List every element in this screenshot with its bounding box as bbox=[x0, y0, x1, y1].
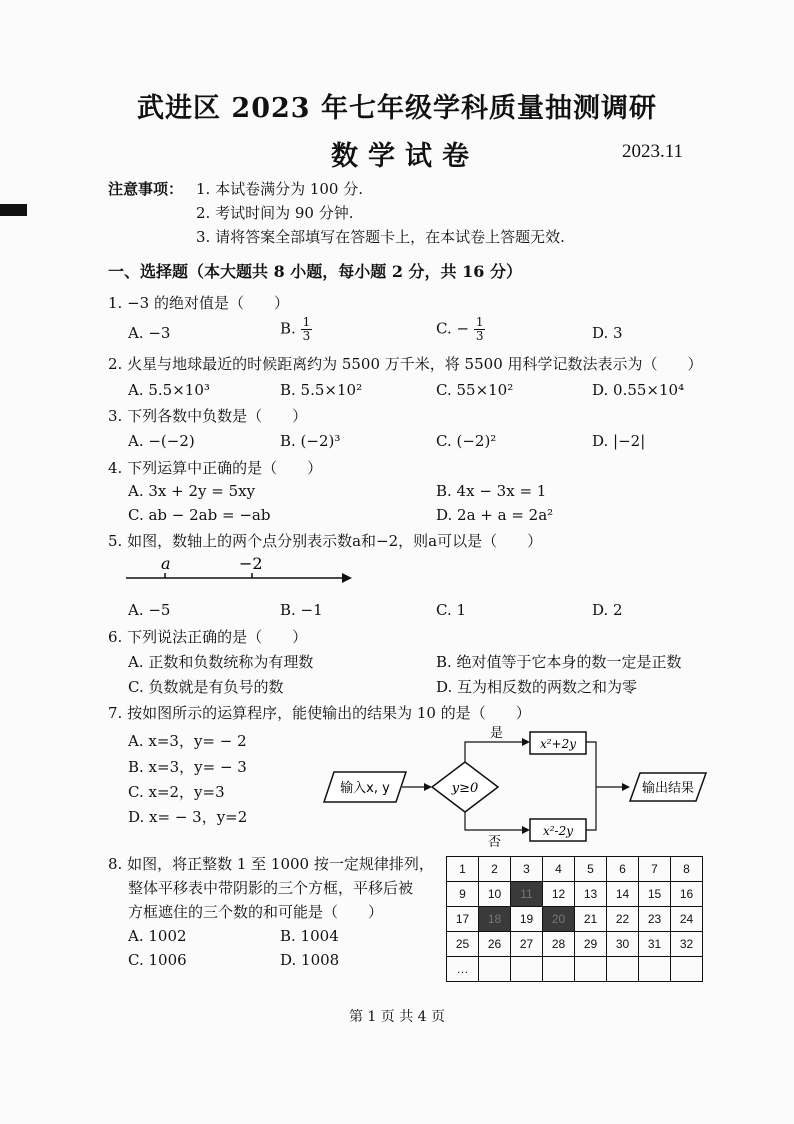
q8-stem-line-1: 8. 如图，将正整数 1 至 1000 按一定规律排列， bbox=[108, 855, 434, 873]
arrowhead-icon bbox=[522, 826, 530, 834]
grid-cell: 21 bbox=[575, 907, 607, 932]
grid-cell: 31 bbox=[639, 932, 671, 957]
grid-cell bbox=[511, 957, 543, 982]
q1-option-c-fraction bbox=[474, 316, 486, 343]
fraction-denominator: 3 bbox=[302, 329, 311, 343]
label-a: a bbox=[161, 554, 171, 573]
q7-option-a: A. x=3，y= − 2 bbox=[128, 732, 247, 750]
arrowhead-icon bbox=[522, 738, 530, 746]
q4-option-d: D. 2a + a = 2a² bbox=[436, 506, 554, 524]
q5-option-d: D. 2 bbox=[592, 601, 623, 619]
grid-cell: 2 bbox=[479, 857, 511, 882]
grid-cell: 16 bbox=[671, 882, 703, 907]
note-item-1: 1. 本试卷满分为 100 分. bbox=[196, 180, 364, 198]
grid-cell: 24 bbox=[671, 907, 703, 932]
label-neg2: −2 bbox=[239, 554, 263, 573]
exam-date: 2023.11 bbox=[622, 141, 684, 162]
q6-option-c: C. 负数就是有负号的数 bbox=[128, 678, 284, 696]
q5-option-b: B. −1 bbox=[280, 601, 323, 619]
arrowhead-icon bbox=[622, 783, 630, 791]
grid-cell: 5 bbox=[575, 857, 607, 882]
q8-stem-line-3: 方框遮住的三个数的和可能是（ ） bbox=[128, 903, 384, 921]
q1-option-c-prefix: C. − bbox=[436, 319, 470, 338]
q4-option-c: C. ab − 2ab = −ab bbox=[128, 506, 271, 524]
q2-stem: 2. 火星与地球最近的时候距离约为 5500 万千米，将 5500 用科学记数法表示为（ ） bbox=[108, 355, 703, 373]
grid-cell: 3 bbox=[511, 857, 543, 882]
grid-cell bbox=[575, 957, 607, 982]
grid-cell: 7 bbox=[639, 857, 671, 882]
grid-cell: 4 bbox=[543, 857, 575, 882]
grid-cell: 17 bbox=[447, 907, 479, 932]
grid-cell bbox=[479, 957, 511, 982]
q2-option-c: C. 55×10² bbox=[436, 381, 514, 399]
section-heading: 一、选择题（本大题共 8 小题，每小题 2 分，共 16 分） bbox=[108, 262, 522, 281]
q8-option-b: B. 1004 bbox=[280, 927, 339, 945]
q1-stem: 1. −3 的绝对值是（ ） bbox=[108, 294, 289, 312]
q7-option-b: B. x=3，y= − 3 bbox=[128, 758, 247, 776]
note-item-2: 2. 考试时间为 90 分钟. bbox=[196, 204, 354, 222]
grid-cell: 1 bbox=[447, 857, 479, 882]
exam-subtitle: 数学试卷 bbox=[331, 141, 479, 172]
grid-cell bbox=[671, 957, 703, 982]
q8-stem-line-2: 整体平移表中带阴影的三个方框，平移后被 bbox=[128, 879, 414, 897]
flow-input-label: 输入x, y bbox=[340, 781, 390, 796]
flow-no-path bbox=[465, 812, 526, 830]
grid-cell bbox=[639, 957, 671, 982]
q4-option-b: B. 4x − 3x = 1 bbox=[436, 482, 547, 500]
grid-cell-shaded: 18 bbox=[479, 907, 511, 932]
grid-cell: 8 bbox=[671, 857, 703, 882]
flow-no-label: 否 bbox=[488, 835, 502, 850]
q8-option-c: C. 1006 bbox=[128, 951, 187, 969]
q2-option-d: D. 0.55×10⁴ bbox=[592, 381, 685, 399]
fraction-numerator: 1 bbox=[475, 315, 484, 329]
q3-option-a: A. −(−2) bbox=[128, 432, 195, 450]
grid-cell: 23 bbox=[639, 907, 671, 932]
q2-option-b: B. 5.5×10² bbox=[280, 381, 363, 399]
flow-top-connector bbox=[586, 742, 596, 787]
grid-cell: 27 bbox=[511, 932, 543, 957]
grid-cell: 19 bbox=[511, 907, 543, 932]
scan-edge-mark bbox=[0, 204, 27, 216]
q6-option-b: B. 绝对值等于它本身的数一定是正数 bbox=[436, 653, 682, 671]
grid-cell: 28 bbox=[543, 932, 575, 957]
grid-cell: 22 bbox=[607, 907, 639, 932]
grid-cell-shaded: 20 bbox=[543, 907, 575, 932]
q5-option-c: C. 1 bbox=[436, 601, 467, 619]
flow-condition-label: y≥0 bbox=[451, 781, 479, 796]
page-footer: 第 1 页 共 4 页 bbox=[348, 1009, 446, 1025]
grid-cell: 13 bbox=[575, 882, 607, 907]
grid-cell bbox=[607, 957, 639, 982]
q6-stem: 6. 下列说法正确的是（ ） bbox=[108, 628, 308, 646]
flowchart-figure bbox=[320, 720, 710, 850]
grid-cell: 15 bbox=[639, 882, 671, 907]
flow-yes-path bbox=[465, 742, 526, 762]
q4-stem: 4. 下列运算中正确的是（ ） bbox=[108, 459, 323, 477]
grid-cell: 26 bbox=[479, 932, 511, 957]
q3-option-d: D. |−2| bbox=[592, 432, 646, 450]
grid-cell-ellipsis: … bbox=[447, 957, 479, 982]
q5-stem: 5. 如图，数轴上的两个点分别表示数a和−2，则a可以是（ ） bbox=[108, 532, 543, 550]
grid-cell: 6 bbox=[607, 857, 639, 882]
grid-cell: 30 bbox=[607, 932, 639, 957]
number-grid bbox=[446, 856, 703, 982]
q1-option-b-fraction bbox=[301, 316, 313, 343]
q8-option-d: D. 1008 bbox=[280, 951, 340, 969]
q5-option-a: A. −5 bbox=[128, 601, 171, 619]
q6-option-d: D. 互为相反数的两数之和为零 bbox=[436, 678, 638, 696]
note-item-3: 3. 请将答案全部填写在答题卡上，在本试卷上答题无效. bbox=[196, 228, 565, 246]
exam-title: 武进区 2023 年七年级学科质量抽测调研 bbox=[137, 93, 657, 124]
q7-option-c: C. x=2，y=3 bbox=[128, 783, 225, 801]
number-line-figure bbox=[120, 552, 360, 592]
q3-option-c: C. (−2)² bbox=[436, 432, 497, 450]
q6-option-a: A. 正数和负数统称为有理数 bbox=[128, 653, 314, 671]
q7-option-d: D. x= − 3，y=2 bbox=[128, 808, 248, 826]
q3-option-b: B. (−2)³ bbox=[280, 432, 341, 450]
grid-cell: 29 bbox=[575, 932, 607, 957]
flow-bottom-expression: x²-2y bbox=[542, 824, 574, 838]
flow-bottom-connector bbox=[586, 787, 596, 830]
fraction-denominator: 3 bbox=[475, 329, 484, 343]
grid-cell-shaded: 11 bbox=[511, 882, 543, 907]
q1-option-b-prefix: B. bbox=[280, 319, 296, 338]
grid-cell: 32 bbox=[671, 932, 703, 957]
q7-stem: 7. 按如图所示的运算程序，能使输出的结果为 10 的是（ ） bbox=[108, 704, 531, 722]
fraction-numerator: 1 bbox=[302, 315, 311, 329]
number-line-arrow-icon bbox=[342, 573, 352, 583]
flow-output-label: 输出结果 bbox=[641, 781, 695, 796]
q8-option-a: A. 1002 bbox=[128, 927, 187, 945]
grid-cell bbox=[543, 957, 575, 982]
notes-label: 注意事项： bbox=[108, 180, 184, 198]
q1-option-d: D. 3 bbox=[592, 324, 623, 342]
q4-option-a: A. 3x + 2y = 5xy bbox=[128, 482, 256, 500]
grid-cell: 25 bbox=[447, 932, 479, 957]
q3-stem: 3. 下列各数中负数是（ ） bbox=[108, 407, 308, 425]
flow-top-expression: x²+2y bbox=[539, 737, 577, 751]
flow-yes-label: 是 bbox=[490, 726, 504, 741]
q2-option-a: A. 5.5×10³ bbox=[128, 381, 210, 399]
grid-cell: 10 bbox=[479, 882, 511, 907]
grid-cell: 9 bbox=[447, 882, 479, 907]
grid-cell: 12 bbox=[543, 882, 575, 907]
q1-option-c bbox=[436, 316, 485, 343]
grid-cell: 14 bbox=[607, 882, 639, 907]
q1-option-b bbox=[280, 316, 312, 343]
q1-option-a: A. −3 bbox=[128, 324, 171, 342]
